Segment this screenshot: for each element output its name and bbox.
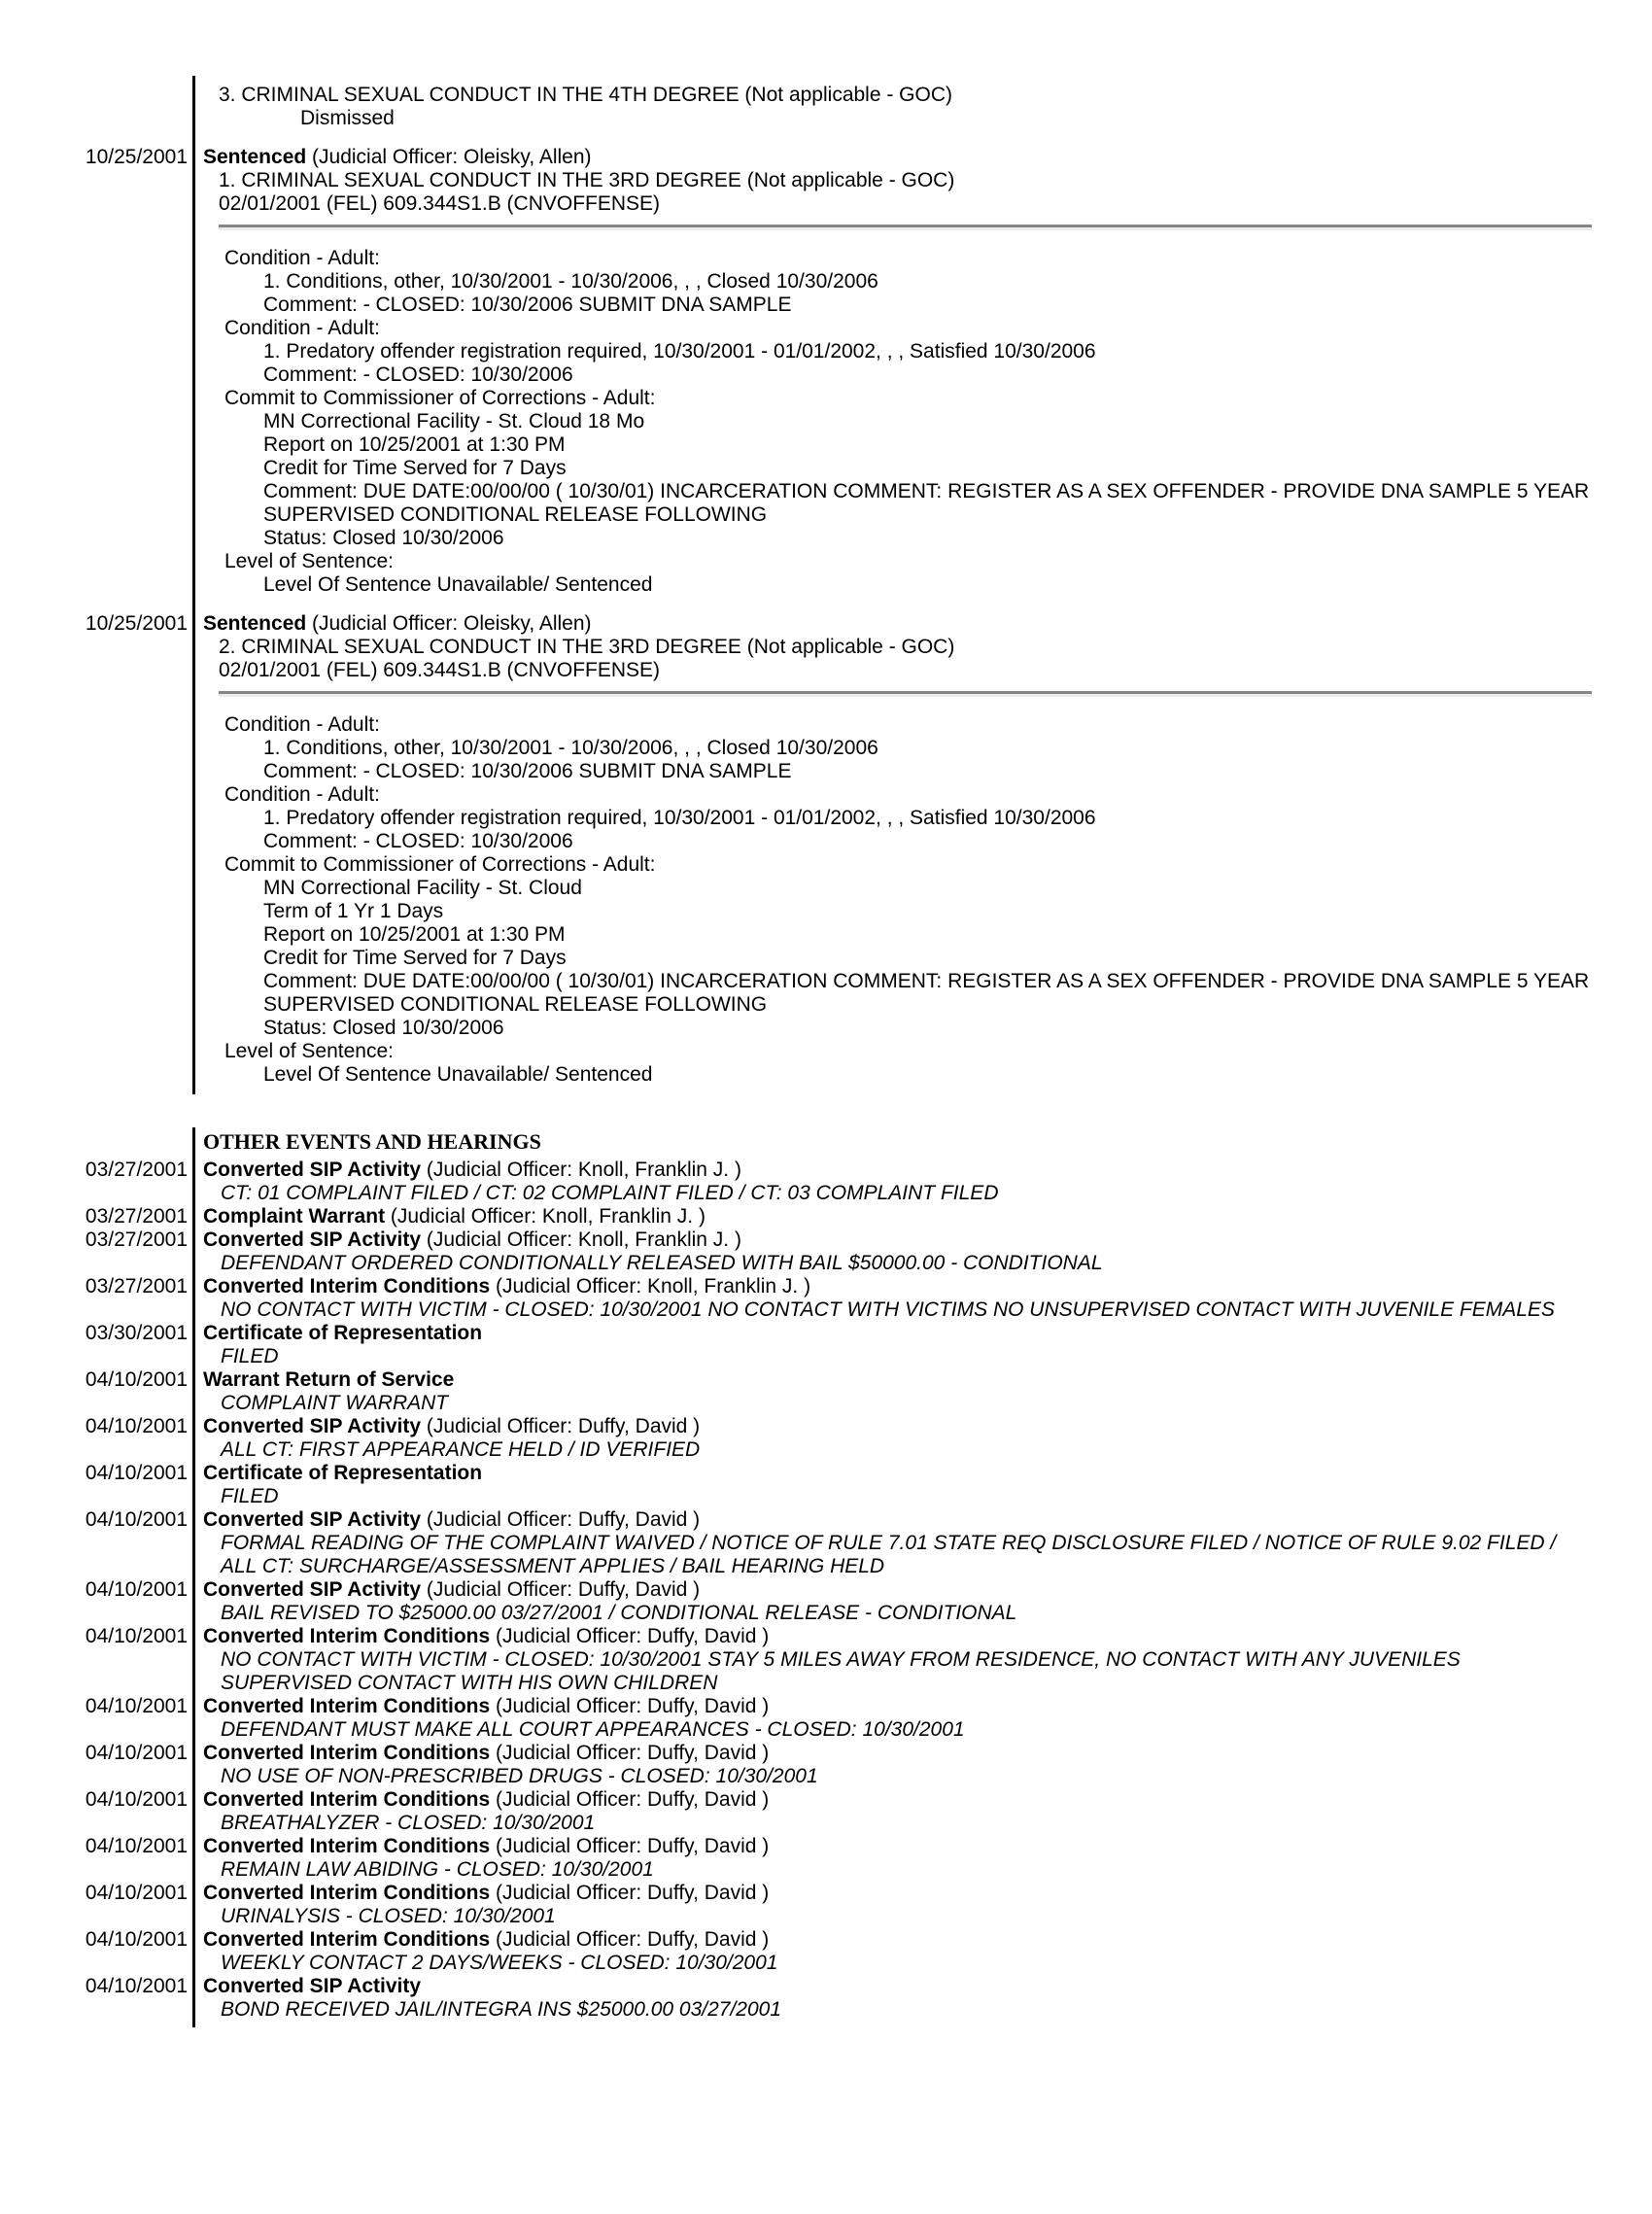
event-row: [85, 1159, 1592, 1205]
charge-line: 02/01/2001 (FEL) 609.344S1.B (CNVOFFENSE): [219, 659, 661, 681]
event-title: Converted SIP Activity: [203, 1228, 422, 1251]
event-title: Converted SIP Activity: [203, 1415, 422, 1437]
event-comment: CT: 01 COMPLAINT FILED / CT: 02 COMPLAINT FILED / CT: 03 COMPLAINT FILED: [221, 1182, 999, 1204]
event-date: 03/30/2001: [85, 1322, 188, 1344]
sentence-detail-line: Commit to Commissioner of Corrections - Adult:: [224, 387, 656, 409]
judicial-officer: (Judicial Officer: Oleisky, Allen): [306, 146, 592, 168]
section-divider: [219, 225, 1592, 230]
event-comment: WEEKLY CONTACT 2 DAYS/WEEKS - CLOSED: 10/30/2001: [221, 1952, 778, 1974]
sentence-detail-line: Report on 10/25/2001 at 1:30 PM: [263, 923, 566, 946]
event-comment: REMAIN LAW ABIDING - CLOSED: 10/30/2001: [221, 1858, 654, 1881]
event-row: [85, 1975, 1592, 2022]
sentence-detail-line: Credit for Time Served for 7 Days: [263, 947, 567, 969]
sentence-detail-line: MN Correctional Facility - St. Cloud: [263, 877, 582, 899]
charge-line: 3. CRIMINAL SEXUAL CONDUCT IN THE 4TH DEGREE (Not applicable - GOC): [219, 84, 953, 106]
event-title-line: [203, 1625, 1592, 1648]
sentence-detail-line: Report on 10/25/2001 at 1:30 PM: [263, 433, 566, 456]
judicial-officer: (Judicial Officer: Duffy, David ): [490, 1928, 770, 1951]
sentence-entry: [85, 612, 1592, 1087]
event-row: [85, 1928, 1592, 1975]
sentence-detail-line: 1. Conditions, other, 10/30/2001 - 10/30/2006, , , Closed 10/30/2006: [263, 270, 878, 293]
sentence-detail-line: Commit to Commissioner of Corrections - Adult:: [224, 853, 656, 876]
event-date: 03/27/2001: [85, 1205, 188, 1228]
event-date: 04/10/2001: [85, 1928, 188, 1951]
event-comment: BAIL REVISED TO $25000.00 03/27/2001 / CONDITIONAL RELEASE - CONDITIONAL: [221, 1602, 1017, 1624]
event-title-line: [203, 1322, 1592, 1345]
event-row: [85, 1205, 1592, 1228]
event-comment: NO USE OF NON-PRESCRIBED DRUGS - CLOSED: 10/30/2001: [221, 1765, 818, 1787]
judicial-officer: (Judicial Officer: Duffy, David ): [490, 1695, 770, 1717]
event-row: [85, 1322, 1592, 1368]
court-register-page: [0, 76, 1652, 2027]
entry-date: 10/25/2001: [85, 612, 188, 635]
event-title-line: [203, 1368, 1592, 1392]
event-date: 04/10/2001: [85, 1695, 188, 1717]
event-date: 04/10/2001: [85, 1742, 188, 1764]
event-title-line: [203, 1228, 1592, 1252]
event-title: Complaint Warrant: [203, 1205, 386, 1228]
entry-date: 10/25/2001: [85, 146, 188, 168]
sentence-detail-line: Comment: - CLOSED: 10/30/2006 SUBMIT DNA SAMPLE: [263, 760, 792, 782]
sentence-detail-line: 1. Conditions, other, 10/30/2001 - 10/30/2006, , , Closed 10/30/2006: [263, 737, 878, 759]
judicial-officer: (Judicial Officer: Duffy, David ): [490, 1882, 770, 1904]
event-row: [85, 1578, 1592, 1625]
sentence-detail-line: Level of Sentence:: [224, 1040, 394, 1062]
sentence-detail-line: Term of 1 Yr 1 Days: [263, 900, 444, 922]
event-row: [85, 1415, 1592, 1462]
judicial-officer: (Judicial Officer: Duffy, David ): [421, 1508, 701, 1531]
event-title: Converted Interim Conditions: [203, 1788, 491, 1811]
event-comment: ALL CT: FIRST APPEARANCE HELD / ID VERIFIED: [221, 1438, 701, 1461]
event-row: [85, 1275, 1592, 1322]
sentence-detail-line: Comment: - CLOSED: 10/30/2006: [263, 363, 573, 386]
judicial-officer: (Judicial Officer: Duffy, David ): [421, 1415, 701, 1437]
event-row: [85, 1835, 1592, 1882]
event-row: [85, 1228, 1592, 1275]
event-title: Converted SIP Activity: [203, 1508, 422, 1531]
event-row: [85, 1695, 1592, 1742]
charge-line: 2. CRIMINAL SEXUAL CONDUCT IN THE 3RD DEGREE (Not applicable - GOC): [219, 636, 955, 658]
event-row: [85, 1462, 1592, 1508]
event-title: Certificate of Representation: [203, 1322, 483, 1344]
sentence-detail-line: Comment: DUE DATE:00/00/00 ( 10/30/01) INCARCERATION COMMENT: REGISTER AS A SEX OFFENDER - PROVIDE DNA SAMPLE 5 YEAR SUPERVISED CONDITIONAL RELEASE FOLLOWING: [263, 480, 1590, 526]
sentence-detail-line: Level Of Sentence Unavailable/ Sentenced: [263, 1063, 653, 1086]
event-title-line: [203, 1508, 1592, 1532]
event-comment: DEFENDANT MUST MAKE ALL COURT APPEARANCES - CLOSED: 10/30/2001: [221, 1718, 965, 1741]
event-date: 04/10/2001: [85, 1508, 188, 1531]
event-date: 03/27/2001: [85, 1275, 188, 1297]
event-comment: NO CONTACT WITH VICTIM - CLOSED: 10/30/2001 STAY 5 MILES AWAY FROM RESIDENCE, NO CONTACT WITH ANY JUVENILES SUPERVISED CONTACT WITH HIS OWN CHILDREN: [221, 1648, 1461, 1694]
event-date: 04/10/2001: [85, 1625, 188, 1647]
section-divider: [219, 691, 1592, 697]
sentence-detail-line: MN Correctional Facility - St. Cloud 18 Mo: [263, 410, 645, 432]
event-title: Converted SIP Activity: [203, 1975, 422, 1997]
event-date: 04/10/2001: [85, 1975, 188, 1997]
sentence-detail-line: Condition - Adult:: [224, 317, 380, 339]
event-title-line: [203, 1882, 1592, 1905]
sentence-detail-line: Status: Closed 10/30/2006: [263, 1017, 504, 1039]
other-events-section: [85, 1127, 1592, 2027]
sentence-detail-line: Level Of Sentence Unavailable/ Sentenced: [263, 573, 653, 596]
judicial-officer: (Judicial Officer: Duffy, David ): [421, 1578, 701, 1601]
judicial-officer: (Judicial Officer: Duffy, David ): [490, 1835, 770, 1857]
event-title: Converted Interim Conditions: [203, 1882, 491, 1904]
event-row: [85, 1625, 1592, 1695]
event-title: Converted SIP Activity: [203, 1159, 422, 1181]
event-date: 04/10/2001: [85, 1368, 188, 1391]
sentence-detail-line: Comment: DUE DATE:00/00/00 ( 10/30/01) INCARCERATION COMMENT: REGISTER AS A SEX OFFENDER - PROVIDE DNA SAMPLE 5 YEAR SUPERVISED CONDITIONAL RELEASE FOLLOWING: [263, 970, 1590, 1016]
other-events-heading: OTHER EVENTS AND HEARINGS: [203, 1129, 541, 1154]
entry-title-line: [203, 612, 1592, 636]
sentence-detail-line: Comment: - CLOSED: 10/30/2006 SUBMIT DNA SAMPLE: [263, 294, 792, 316]
event-title: Converted Interim Conditions: [203, 1928, 491, 1951]
judicial-officer: (Judicial Officer: Knoll, Franklin J. ): [490, 1275, 811, 1297]
sentence-detail-line: Credit for Time Served for 7 Days: [263, 457, 567, 479]
event-title: Converted Interim Conditions: [203, 1695, 491, 1717]
event-comment: FORMAL READING OF THE COMPLAINT WAIVED / NOTICE OF RULE 7.01 STATE REQ DISCLOSURE FILED / NOTICE OF RULE 9.02 FILED / ALL CT: SURCHARGE/ASSESSMENT APPLIES / BAIL HEARING HELD: [221, 1532, 1557, 1577]
sentence-detail-line: Comment: - CLOSED: 10/30/2006: [263, 830, 573, 852]
event-comment: BOND RECEIVED JAIL/INTEGRA INS $25000.00 03/27/2001: [221, 1998, 781, 2021]
event-row: [85, 1882, 1592, 1928]
event-title: Converted Interim Conditions: [203, 1275, 491, 1297]
event-title-line: [203, 1578, 1592, 1602]
sentence-detail-line: 1. Predatory offender registration required, 10/30/2001 - 01/01/2002, , , Satisfied 10/30/2006: [263, 807, 1096, 829]
event-date: 04/10/2001: [85, 1415, 188, 1437]
judicial-officer: (Judicial Officer: Knoll, Franklin J. ): [385, 1205, 706, 1228]
event-title-line: [203, 1275, 1592, 1298]
sentence-detail-line: Condition - Adult:: [224, 247, 380, 269]
event-row: [85, 1788, 1592, 1835]
event-comment: BREATHALYZER - CLOSED: 10/30/2001: [221, 1812, 596, 1834]
event-title-line: [203, 1835, 1592, 1858]
sentence-entry: [203, 84, 1592, 130]
sentence-detail-line: Level of Sentence:: [224, 550, 394, 572]
event-row: [85, 1742, 1592, 1788]
event-date: 03/27/2001: [85, 1228, 188, 1251]
event-date: 04/10/2001: [85, 1788, 188, 1811]
event-date: 04/10/2001: [85, 1835, 188, 1857]
judicial-officer: (Judicial Officer: Knoll, Franklin J. ): [421, 1228, 741, 1251]
event-title: Converted Interim Conditions: [203, 1835, 491, 1857]
event-title-line: [203, 1695, 1592, 1718]
other-events-list: [85, 1159, 1592, 2022]
event-title-line: [203, 1159, 1592, 1182]
event-title-line: [203, 1742, 1592, 1765]
event-date: 04/10/2001: [85, 1462, 188, 1484]
sentence-detail-line: 1. Predatory offender registration required, 10/30/2001 - 01/01/2002, , , Satisfied 10/30/2006: [263, 340, 1096, 363]
event-title-line: [203, 1462, 1592, 1485]
event-comment: URINALYSIS - CLOSED: 10/30/2001: [221, 1905, 556, 1927]
event-comment: NO CONTACT WITH VICTIM - CLOSED: 10/30/2001 NO CONTACT WITH VICTIMS NO UNSUPERVISED CONTACT WITH JUVENILE FEMALES: [221, 1298, 1555, 1321]
sentence-entry: [85, 146, 1592, 597]
event-date: 04/10/2001: [85, 1578, 188, 1601]
event-title: Converted SIP Activity: [203, 1578, 422, 1601]
judicial-officer: (Judicial Officer: Oleisky, Allen): [306, 612, 592, 635]
event-title-line: [203, 1415, 1592, 1438]
event-title-line: [203, 1975, 1592, 1998]
judicial-officer: (Judicial Officer: Duffy, David ): [490, 1742, 770, 1764]
event-row: [85, 1368, 1592, 1415]
judicial-officer: (Judicial Officer: Duffy, David ): [490, 1788, 770, 1811]
entry-title: Sentenced: [203, 612, 307, 635]
disposition-line: Dismissed: [300, 107, 395, 129]
event-comment: FILED: [221, 1485, 279, 1507]
event-title: Certificate of Representation: [203, 1462, 483, 1484]
event-title-line: [203, 1788, 1592, 1812]
event-comment: FILED: [221, 1345, 279, 1367]
event-title: Converted Interim Conditions: [203, 1742, 491, 1764]
sentence-detail-line: Status: Closed 10/30/2006: [263, 527, 504, 549]
sentence-detail-line: Condition - Adult:: [224, 783, 380, 806]
event-comment: DEFENDANT ORDERED CONDITIONALLY RELEASED WITH BAIL $50000.00 - CONDITIONAL: [221, 1252, 1103, 1274]
charge-line: 02/01/2001 (FEL) 609.344S1.B (CNVOFFENSE): [219, 192, 661, 215]
event-date: 03/27/2001: [85, 1159, 188, 1181]
judicial-officer: (Judicial Officer: Duffy, David ): [490, 1625, 770, 1647]
event-row: [85, 1508, 1592, 1578]
judicial-officer: (Judicial Officer: Knoll, Franklin J. ): [421, 1159, 741, 1181]
entry-title-line: [203, 146, 1592, 169]
event-title: Converted Interim Conditions: [203, 1625, 491, 1647]
event-title-line: [203, 1205, 1592, 1228]
entry-title: Sentenced: [203, 146, 307, 168]
event-title-line: [203, 1928, 1592, 1952]
event-title: Warrant Return of Service: [203, 1368, 455, 1391]
event-date: 04/10/2001: [85, 1882, 188, 1904]
sentencing-section: [85, 76, 1592, 1094]
event-comment: COMPLAINT WARRANT: [221, 1392, 449, 1414]
sentence-detail-line: Condition - Adult:: [224, 713, 380, 736]
charge-line: 1. CRIMINAL SEXUAL CONDUCT IN THE 3RD DEGREE (Not applicable - GOC): [219, 169, 955, 191]
